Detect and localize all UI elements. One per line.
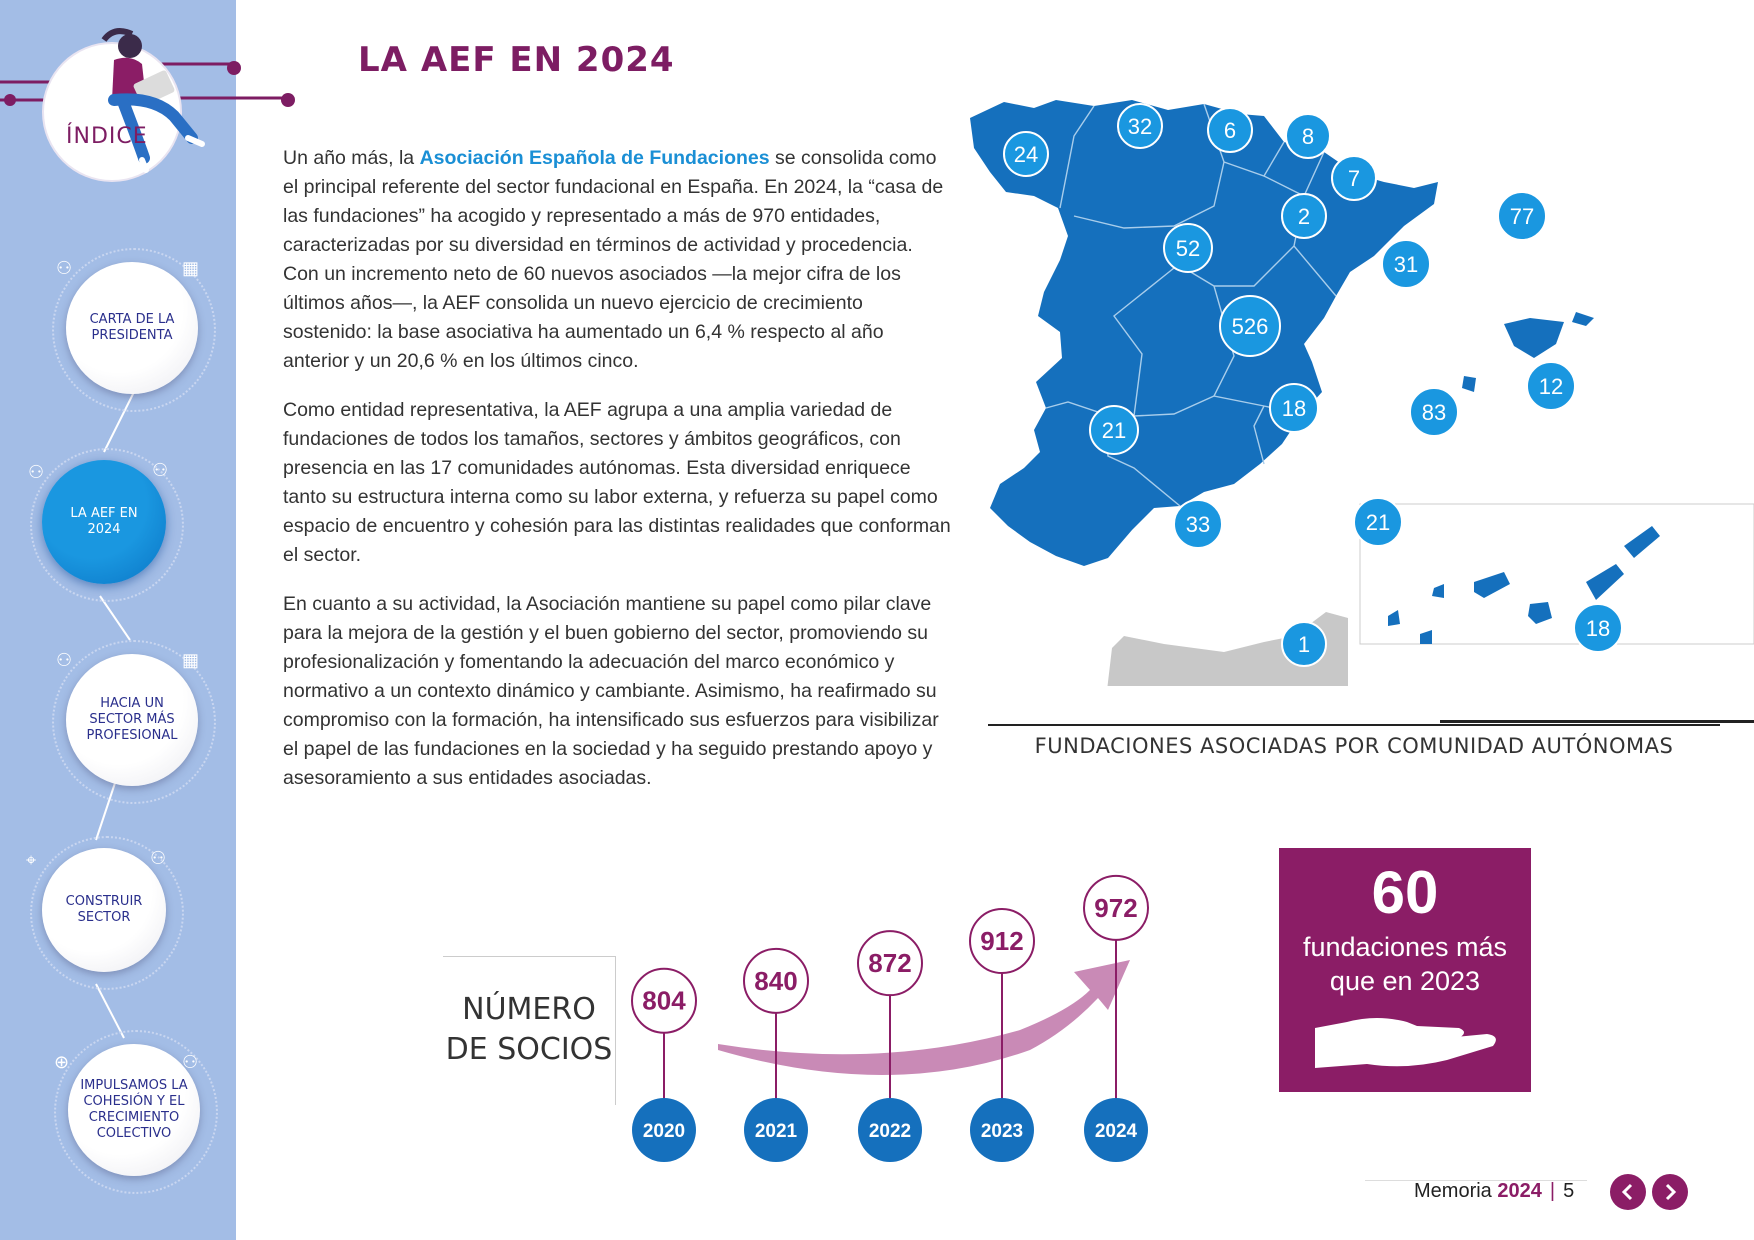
nav-item-label: HACIA UN SECTOR MÁS PROFESIONAL <box>86 696 178 743</box>
nav-item-label: IMPULSAMOS LA COHESIÓN Y EL CRECIMIENTO COLECTIVO <box>80 1078 188 1141</box>
canary-inset <box>1360 504 1754 644</box>
map-bubble-value: 18 <box>1585 616 1611 641</box>
year-label: 2022 <box>868 1121 912 1142</box>
indice-label: ÍNDICE <box>66 124 148 149</box>
map-bubble-value: 8 <box>1301 124 1315 149</box>
nav-item-construir-sector[interactable] <box>42 848 166 972</box>
person-icon: ⚇ <box>56 258 73 278</box>
map-bubble-value: 526 <box>1231 314 1269 339</box>
map-bubble-value: 21 <box>1101 418 1127 443</box>
map-caption: FUNDACIONES ASOCIADAS POR COMUNIDAD AUTÓNOMAS <box>1034 734 1674 758</box>
nav-item-impulsamos-cohesion[interactable] <box>68 1044 200 1176</box>
nav-item-sector-profesional[interactable] <box>66 654 198 786</box>
paragraph-2: Como entidad representativa, la AEF agrupa a una amplia variedad de fundaciones de todos los tamaños, sectores y ámbitos geográficos, con presencia en las 17 comunidades autónomas. Esta diversidad enriquece tanto su estructura interna como su labor externa, y refuerza su papel como espacio de encuentro y cohesión para las distintas realidades que conforman el sector. <box>283 399 951 566</box>
map-bubble-value: 1 <box>1297 632 1311 657</box>
map-caption-rule <box>1440 720 1754 723</box>
nav-item-label: LA AEF EN 2024 <box>70 506 138 537</box>
chart-title: NÚMERO DE SOCIOS <box>445 992 613 1067</box>
map-bubble-value: 21 <box>1365 510 1391 535</box>
mallorca <box>1504 318 1564 358</box>
paragraph-1-pre: Un año más, la <box>283 147 420 169</box>
map-bubble-value: 18 <box>1281 396 1307 421</box>
next-page-button[interactable] <box>1652 1174 1688 1210</box>
paragraph-3: En cuanto a su actividad, la Asociación mantiene su papel como pilar clave para la mejora de la gestión y el buen gobierno del sector, promoviendo su profesionalización y fomentando la adecuación del marco económico y normativo a un contexto dinámico y cambiante. Asimismo, ha reafirmado su compromiso con la formación, ha intensificado sus esfuerzos para visibilizar el papel de las fundaciones en la sociedad y ha seguido prestando apoyo y asesoramiento a sus entidades asociadas. <box>283 593 939 789</box>
location-icon: ⌖ <box>26 850 37 870</box>
aef-highlight: Asociación Española de Fundaciones <box>419 147 770 169</box>
kpi-text-line-1: fundaciones más <box>1302 932 1508 962</box>
nav-item-aef-2024[interactable] <box>42 460 169 584</box>
value-label: 804 <box>642 985 686 1016</box>
map-bubble-value: 32 <box>1127 114 1153 139</box>
kpi-text <box>1279 930 1531 998</box>
person-icon: ⚇ <box>56 650 73 670</box>
group-icon: ⚇ <box>150 848 167 868</box>
menorca <box>1572 312 1594 326</box>
value-label: 872 <box>868 948 912 979</box>
value-label: 840 <box>754 965 798 996</box>
year-label: 2020 <box>642 1121 686 1142</box>
chevron-right-icon <box>1662 1183 1678 1201</box>
prev-page-button[interactable] <box>1610 1174 1646 1210</box>
socios-chart <box>600 860 1160 1180</box>
nav-item-label: CONSTRUIR SECTOR <box>65 894 143 925</box>
globe-people-icon: ⊕ <box>54 1052 70 1072</box>
spain-map <box>964 96 1754 686</box>
year-label: 2021 <box>754 1121 798 1142</box>
kpi-text-line-2: que en 2023 <box>1329 966 1481 996</box>
kpi-box <box>1279 848 1531 1092</box>
paragraph-1 <box>283 144 953 376</box>
person-icon: ⚇ <box>152 460 169 480</box>
meeting-icon: ▦ <box>182 258 200 278</box>
nav-item-label: CARTA DE LA PRESIDENTA <box>89 312 175 343</box>
map-caption-box <box>988 724 1720 760</box>
map-bubble-value: 52 <box>1175 236 1201 261</box>
footer <box>1414 1180 1574 1203</box>
footer-label: Memoria <box>1414 1180 1492 1202</box>
map-bubble-value: 12 <box>1538 374 1564 399</box>
map-bubble-value: 24 <box>1013 142 1039 167</box>
map-bubble-value: 77 <box>1509 204 1535 229</box>
group-icon: ⚇ <box>28 462 45 482</box>
map-bubble-value: 33 <box>1185 512 1211 537</box>
year-label: 2023 <box>980 1121 1024 1142</box>
year-label: 2024 <box>1094 1121 1138 1142</box>
page-number: 5 <box>1563 1180 1575 1202</box>
map-bubble-value: 2 <box>1297 204 1311 229</box>
map-bubble-value: 83 <box>1421 400 1447 425</box>
value-label: 972 <box>1094 892 1138 923</box>
meeting-icon: ▦ <box>182 650 200 670</box>
paragraph-1-post: se consolida como el principal referente del sector fundacional en España. En 2024, la “casa de las fundaciones” ha acogido y representado a más de 970 entidades, caracterizadas por su diversidad en términos de actividad y procedencia. Con un incremento neto de 60 nuevos asociados —la mejor cifra de los últimos años—, la AEF consolida un nuevo ejercicio de crecimiento sostenido: la base asociativa ha aumentado un 6,4 % respecto al año anterior y un 20,6 % en los últimos cinco. <box>283 147 944 372</box>
page-title: LA AEF EN 2024 <box>358 40 675 80</box>
nav-item-carta-presidenta[interactable] <box>66 262 198 394</box>
open-hand-icon <box>1307 998 1507 1078</box>
map-bubble-value: 7 <box>1347 166 1361 191</box>
map-bubble-value: 6 <box>1223 118 1237 143</box>
kpi-number: 60 <box>1371 859 1439 926</box>
ibiza <box>1462 376 1476 392</box>
growth-icon: ⚇ <box>182 1052 199 1072</box>
map-bubble-value: 31 <box>1393 252 1419 277</box>
chevron-left-icon <box>1620 1183 1636 1201</box>
footer-separator: | <box>1549 1180 1556 1202</box>
value-label: 912 <box>980 926 1024 957</box>
footer-year: 2024 <box>1497 1180 1542 1202</box>
